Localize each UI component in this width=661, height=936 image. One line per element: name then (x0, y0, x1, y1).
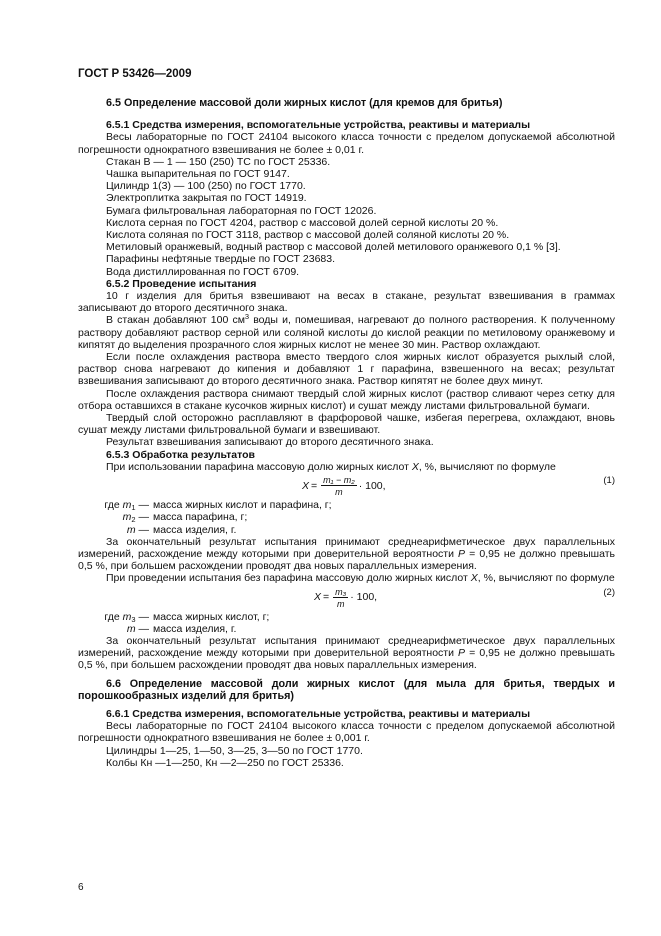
formula-2-intro: При проведении испытания без парафина массовую долю жирных кислот X, %, вычисляют по формуле (106, 572, 615, 585)
procedure-paragraph: 10 г изделия для бритья взвешивают на весах в стакане, результат взвешивания в граммах записывают до второго десятичного знака. (78, 290, 615, 315)
equipment-item: Стакан В — 1 — 150 (250) ТС по ГОСТ 25336. (106, 155, 331, 168)
formula-2-legend (78, 611, 615, 635)
procedure-paragraph: Твердый слой осторожно расплавляют в фарфоровой чашке, избегая перегрева, охлаждают, вновь сушат между листами фильтровальной бумаги и взвешивают. (78, 412, 615, 437)
page-content (78, 97, 615, 769)
legend-row: m — масса изделия, г. (126, 523, 237, 536)
equipment-item: Бумага фильтровальная лабораторная по ГОСТ 12026. (106, 204, 377, 217)
formula-2: X = $\frac{\text{m₃}}{m}$ · 100, (2) (314, 586, 615, 609)
equipment-item: Весы лабораторные по ГОСТ 24104 высокого класса точности с пределом допускаемой абсолютной погрешности однократного взвешивания не более ± 0,001 г. (78, 720, 615, 745)
document-header: ГОСТ Р 53426—2009 (78, 68, 192, 80)
equipment-item: Вода дистиллированная по ГОСТ 6709. (106, 265, 300, 278)
equipment-item: Цилиндр 1(3) — 100 (250) по ГОСТ 1770. (106, 180, 306, 193)
equipment-item: Парафины нефтяные твердые по ГОСТ 23683. (106, 253, 336, 266)
equipment-list-6-6-1 (78, 720, 615, 769)
legend-row: $m_2$ — масса парафина, г; (122, 511, 248, 525)
equipment-item: Метиловый оранжевый, водный раствор с массовой долей метилового оранжевого 0,1 % [3]. (106, 241, 561, 254)
section-6-6-1-title: 6.6.1 Средства измерения, вспомогательные устройства, реактивы и материалы (106, 707, 531, 720)
equipment-item: Электроплитка закрытая по ГОСТ 14919. (106, 192, 307, 205)
procedure-paragraph: Если после охлаждения раствора вместо твердого слоя жирных кислот образуется рыхлый слой, раствор снова нагревают до кипения и добавляют 1 г парафина, взвешенного на весах; результат взвешивания записывают до второго десятичного знака. Раствор кипятят не более двух минут. (78, 351, 615, 388)
procedure-paragraph: Результат взвешивания записывают до второго десятичного знака. (106, 436, 434, 449)
procedure-paragraph: После охлаждения раствора снимают твердый слой жирных кислот (раствор сливают через сетку для отбора оставшихся в стакане кусочков жирных кислот) и сушат между листами фильтровальной бумаги. (78, 387, 615, 412)
equipment-item: Чашка выпарительная по ГОСТ 9147. (106, 168, 290, 181)
legend-row: где $m_1$ — масса жирных кислот и парафина, г; (104, 499, 332, 513)
equipment-item: Цилиндры 1—25, 1—50, 3—25, 3—50 по ГОСТ 1770. (106, 744, 363, 757)
formula-fraction: $\frac{\text{m₁ − m₂}}{m}$ (323, 475, 355, 498)
formula-fraction: $\frac{\text{m₃}}{m}$ (335, 586, 347, 609)
formula-lhs: X (314, 591, 322, 604)
section-6-6-title: 6.6 Определение массовой доли жирных кислот (для мыла для бритья, твердых и порошкообразных изделий для бритья) (78, 677, 615, 702)
formula-number: (2) (603, 586, 615, 598)
procedure-paragraph: В стакан добавляют 100 $см^3$ воды и, помешивая, нагревают до полного растворения. К полученному раствору добавляют раствор серной или соляной кислоты до кислой реакции по метиловому оранжевому и кипятят до выделения прозрачного слоя жирных кислот не менее 30 мин. Раствор охлаждают. (78, 312, 615, 351)
legend-row: где $m_3$ — масса жирных кислот, г; (104, 610, 270, 624)
section-6-5-3-title: 6.5.3 Обработка результатов (106, 448, 255, 461)
section-6-5-title: 6.5 Определение массовой доли жирных кислот (для кремов для бритья) (106, 97, 503, 109)
equipment-item: Колбы Кн —1—250, Кн —2—250 по ГОСТ 25336. (106, 756, 344, 769)
equipment-item: Кислота соляная по ГОСТ 3118, раствор с массовой долей соляной кислоты 20 %. (106, 229, 510, 242)
section-6-5-2-title: 6.5.2 Проведение испытания (106, 277, 257, 290)
legend-row: m — масса изделия, г. (126, 622, 237, 635)
formula-1-legend (78, 499, 615, 536)
formula-1-intro: При использовании парафина массовую долю жирных кислот X, %, вычисляют по формуле (106, 460, 556, 473)
formula-1: X = $\frac{\text{m₁ − m₂}}{m}$ · 100, (1) (302, 475, 615, 498)
page-number: 6 (78, 882, 84, 893)
result-paragraph: За окончательный результат испытания принимают среднеарифметическое двух параллельных измерений, расхождение между которыми при доверительной вероятности Р = 0,95 не должно превышать 0,5 %, при большем расхождении проводят два новых параллельных измерения. (78, 535, 615, 573)
section-6-5-1-title: 6.5.1 Средства измерения, вспомогательные устройства, реактивы и материалы (106, 119, 531, 132)
result-paragraph: За окончательный результат испытания принимают среднеарифметическое двух параллельных измерений, расхождение между которыми при доверительной вероятности Р = 0,95 не должно превышать 0,5 %, при большем расхождении проводят два новых параллельных измерения. (78, 634, 615, 672)
equipment-list-6-5-1 (78, 131, 615, 277)
equipment-item: Кислота серная по ГОСТ 4204, раствор с массовой долей серной кислоты 20 %. (106, 216, 499, 229)
equipment-item: Весы лабораторные по ГОСТ 24104 высокого класса точности с пределом допускаемой абсолютной погрешности однократного взвешивания не более ± 0,01 г. (78, 131, 615, 156)
formula-number: (1) (603, 475, 615, 487)
formula-lhs: X (302, 479, 310, 492)
